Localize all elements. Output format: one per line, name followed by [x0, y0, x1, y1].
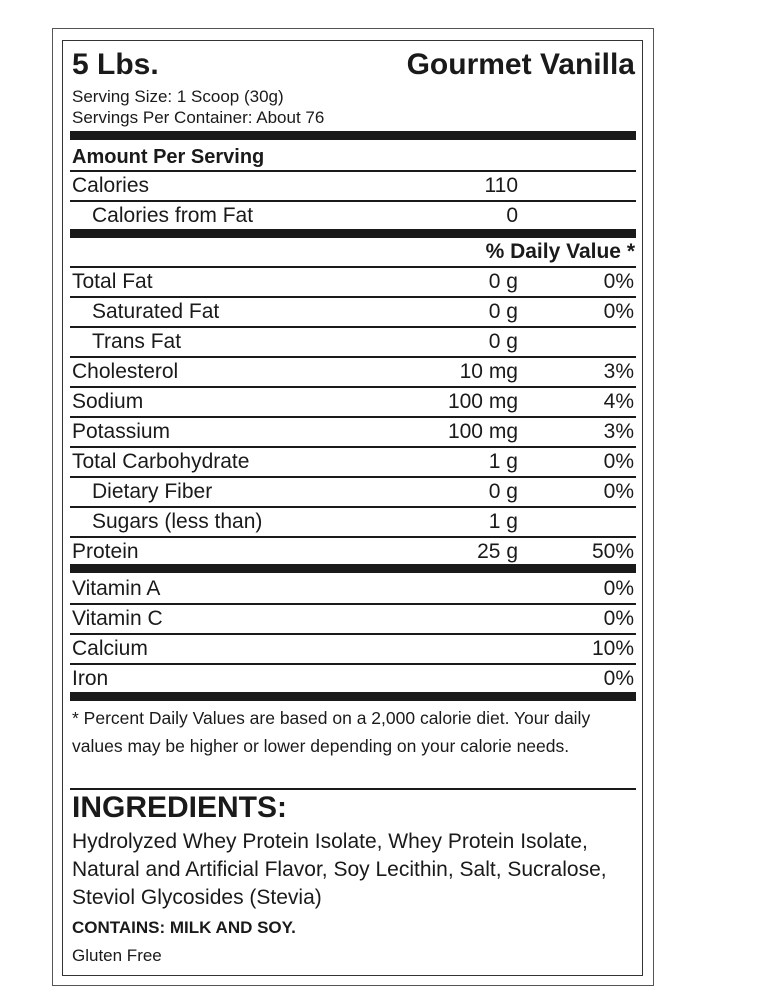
thick-divider — [70, 131, 636, 140]
thick-divider — [70, 229, 636, 238]
calories-row — [70, 171, 636, 200]
nutrient-name: Saturated Fat — [92, 300, 220, 323]
vitamin-dv: 0% — [603, 577, 634, 600]
vitamin-dv: 0% — [603, 667, 634, 690]
amount-per-serving-header: Amount Per Serving — [72, 146, 265, 168]
nutrient-amount: 25 g — [477, 540, 518, 563]
vitamin-name: Vitamin A — [72, 577, 161, 600]
nutrient-row-protein — [70, 537, 636, 566]
nutrient-dv: 0% — [603, 480, 634, 503]
vitamin-dv: 10% — [591, 637, 634, 660]
nutrient-dv: 3% — [603, 420, 634, 443]
vitamin-name: Iron — [72, 667, 109, 690]
vitamin-name: Calcium — [72, 637, 148, 660]
nutrient-row-cholesterol — [70, 357, 636, 386]
nutrient-amount: 0 g — [488, 270, 518, 293]
nutrient-row-sugars — [70, 507, 636, 536]
nutrient-name: Protein — [72, 540, 139, 563]
nutrient-row-dietary-fiber — [70, 477, 636, 506]
nutrient-name: Sodium — [72, 390, 144, 413]
nutrient-row-trans-fat — [70, 327, 636, 356]
vitamin-row-calcium — [70, 634, 636, 663]
vitamin-row-a — [70, 574, 636, 603]
calories-from-fat-value: 0 — [506, 204, 518, 227]
calories-from-fat-label: Calories from Fat — [92, 204, 254, 227]
container-size: 5 Lbs. — [72, 48, 159, 81]
nutrient-name: Trans Fat — [92, 330, 182, 353]
nutrient-row-total-carbohydrate — [70, 447, 636, 476]
nutrient-dv: 3% — [603, 360, 634, 383]
allergen-statement: CONTAINS: MILK AND SOY. — [72, 918, 296, 937]
nutrient-row-sodium — [70, 387, 636, 416]
nutrient-amount: 100 mg — [447, 390, 518, 413]
servings-per-container: Servings Per Container: About 76 — [72, 108, 325, 127]
serving-size: Serving Size: 1 Scoop (30g) — [72, 87, 284, 106]
nutrient-name: Dietary Fiber — [92, 480, 213, 503]
nutrient-amount: 10 mg — [459, 360, 518, 383]
nutrient-name: Sugars (less than) — [92, 510, 263, 533]
calories-from-fat-row — [70, 201, 636, 230]
thick-divider — [70, 692, 636, 701]
nutrient-dv: 0% — [603, 300, 634, 323]
nutrient-name: Cholesterol — [72, 360, 179, 383]
nutrient-amount: 0 g — [488, 330, 518, 353]
nutrient-name: Total Carbohydrate — [72, 450, 250, 473]
nutrient-dv: 50% — [591, 540, 634, 563]
nutrient-amount: 0 g — [488, 300, 518, 323]
nutrient-amount: 1 g — [488, 450, 518, 473]
vitamin-dv: 0% — [603, 607, 634, 630]
nutrient-dv: 0% — [603, 270, 634, 293]
vitamin-row-c — [70, 604, 636, 633]
vitamin-name: Vitamin C — [72, 607, 163, 630]
nutrient-name: Total Fat — [72, 270, 153, 293]
calories-label: Calories — [72, 174, 150, 197]
nutrient-dv: 0% — [603, 450, 634, 473]
nutrient-dv: 4% — [603, 390, 634, 413]
nutrient-row-potassium — [70, 417, 636, 446]
nutrient-row-total-fat — [70, 267, 636, 296]
thick-divider — [70, 564, 636, 573]
daily-value-header: % Daily Value * — [485, 240, 635, 263]
daily-value-footnote: * Percent Daily Values are based on a 2,000 calorie diet. Your daily values may be higher or lower depending on your calorie needs. — [72, 708, 591, 756]
calories-value: 110 — [484, 174, 518, 197]
nutrient-name: Potassium — [72, 420, 171, 443]
flavor-name: Gourmet Vanilla — [406, 48, 635, 81]
nutrient-row-saturated-fat — [70, 297, 636, 326]
nutrient-amount: 0 g — [488, 480, 518, 503]
ingredients-title: INGREDIENTS: — [72, 791, 288, 824]
ingredients-text: Hydrolyzed Whey Protein Isolate, Whey Protein Isolate, Natural and Artificial Flavor, Soy Lecithin, Salt, Sucralose, Steviol Glycosides (Stevia) — [72, 830, 607, 909]
vitamin-row-iron — [70, 664, 636, 693]
nutrient-amount: 1 g — [488, 510, 518, 533]
nutrient-amount: 100 mg — [447, 420, 518, 443]
gluten-free-note: Gluten Free — [72, 946, 162, 965]
